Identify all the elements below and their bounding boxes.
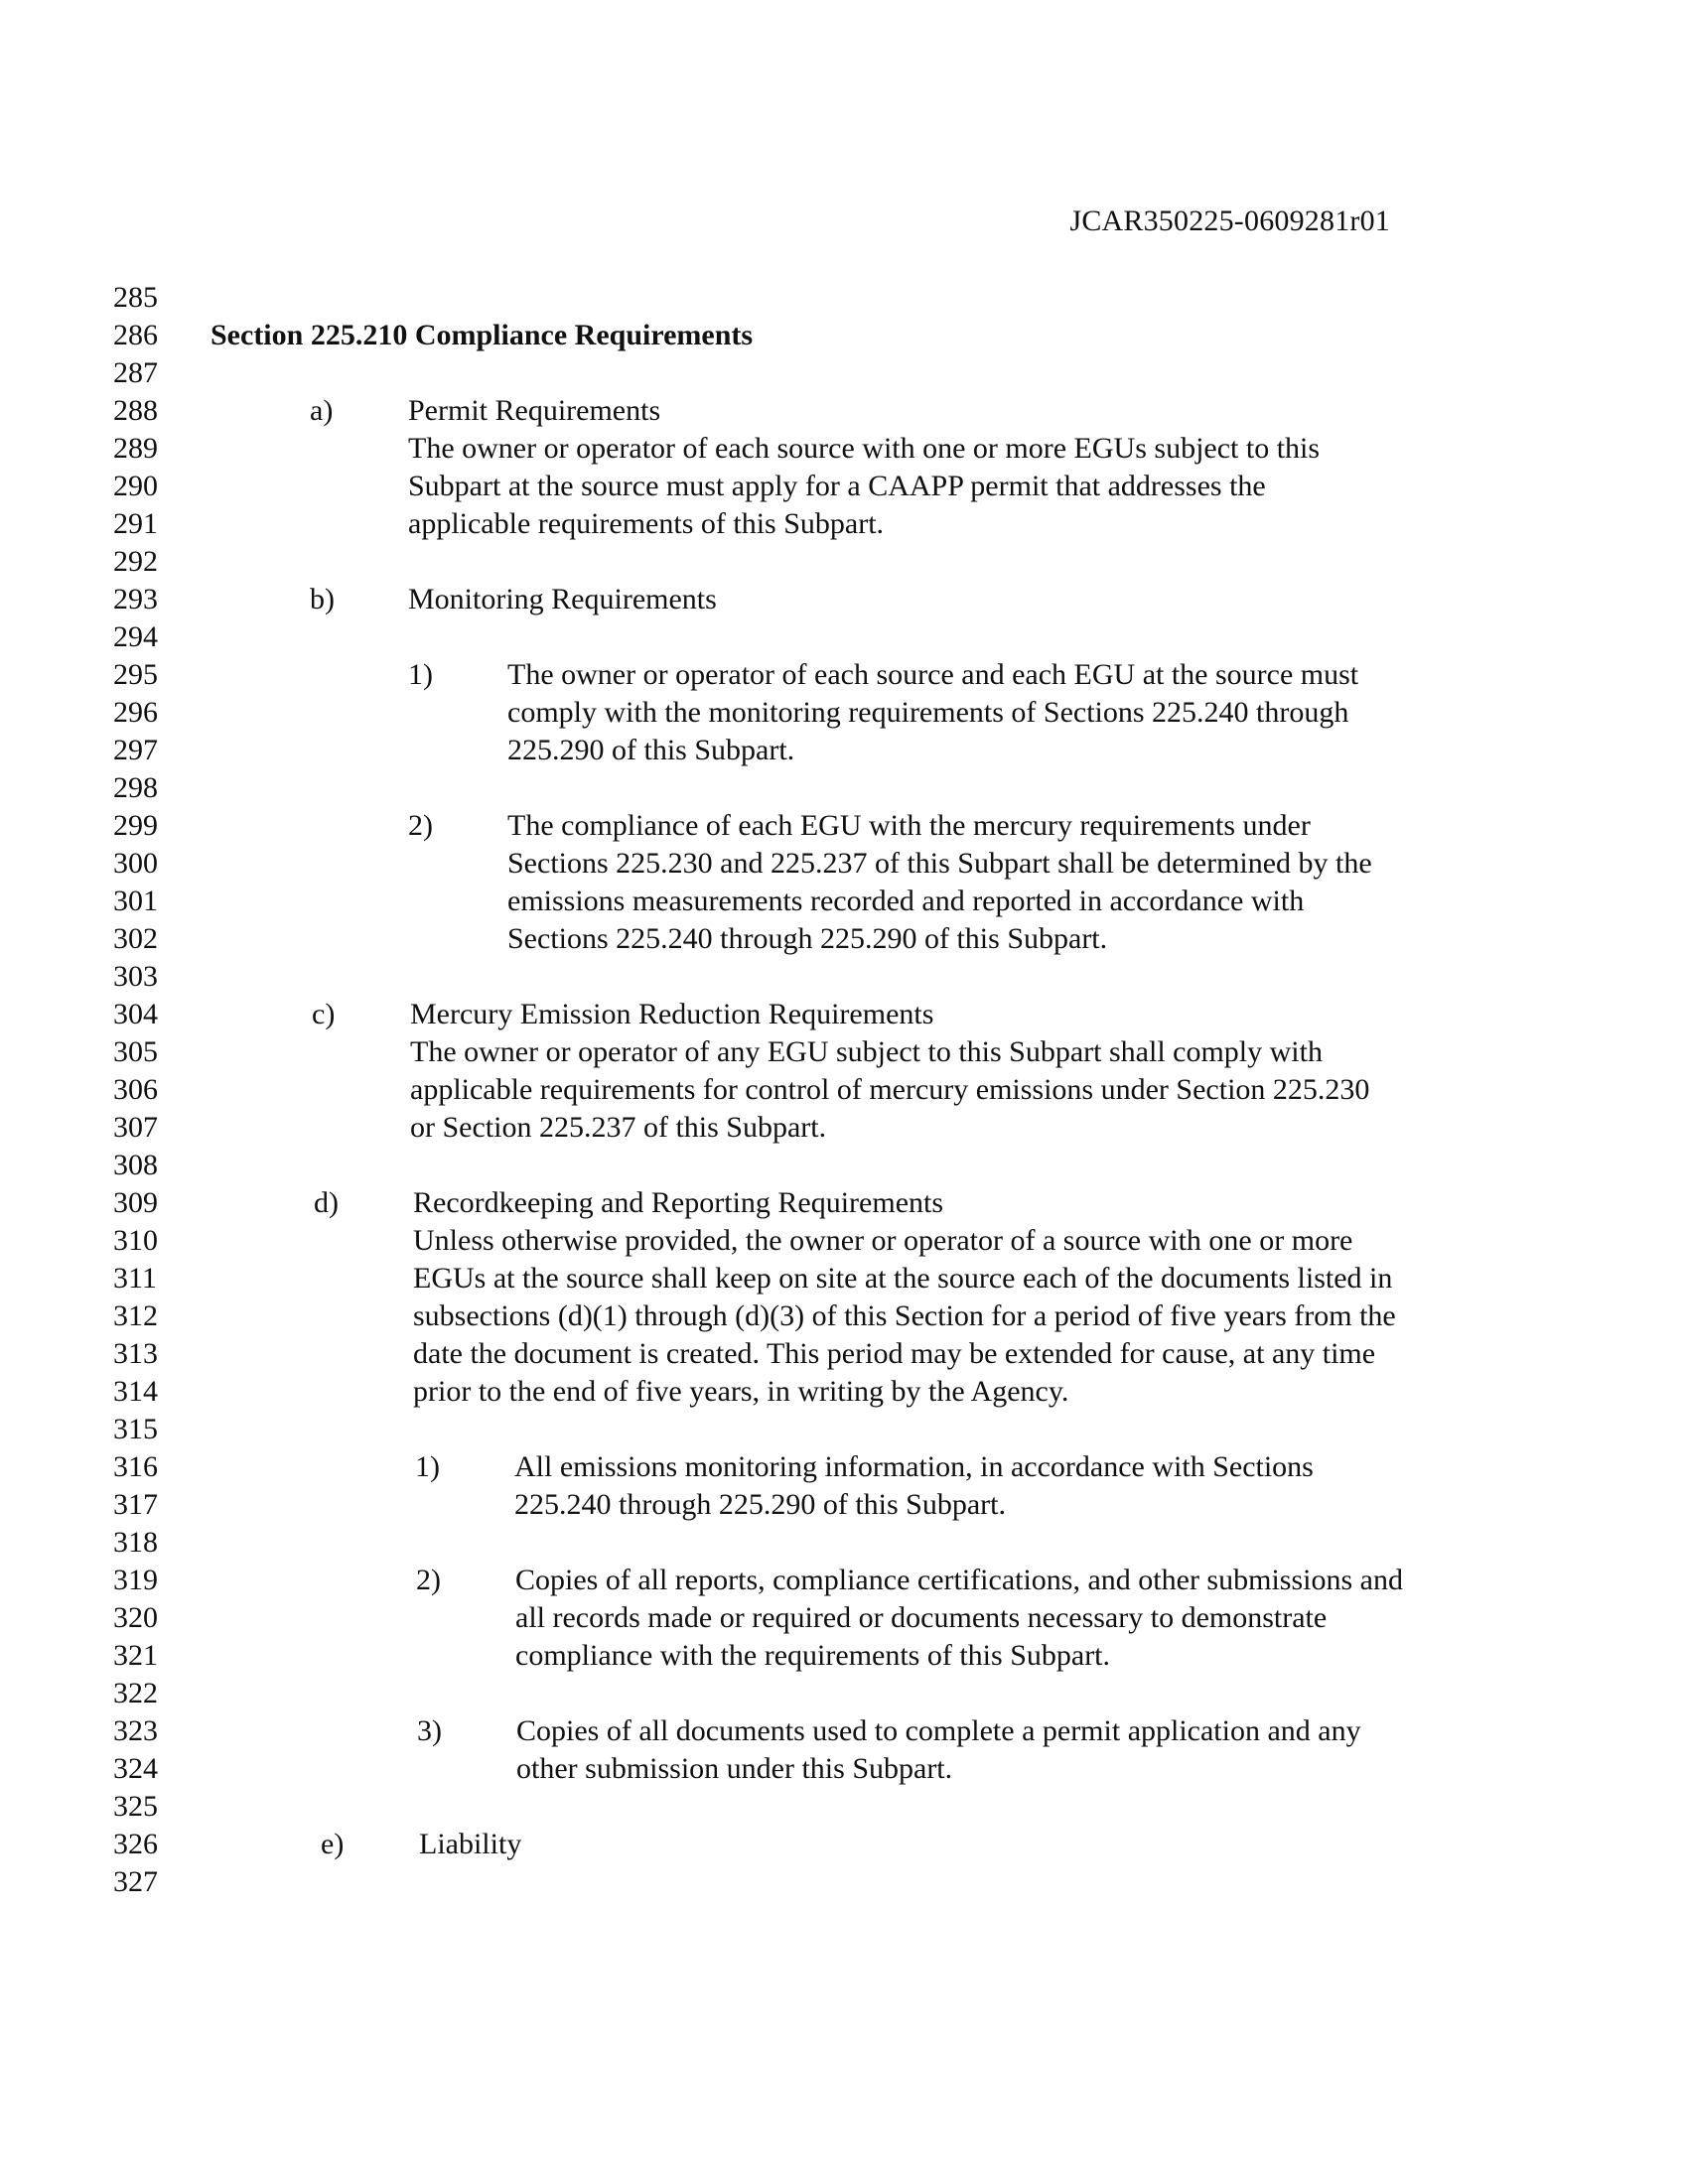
line-number: 285 — [113, 281, 158, 314]
line-number: 294 — [113, 620, 158, 653]
line-number: 309 — [113, 1186, 158, 1219]
paragraph-line: all records made or required or documents necessary to demonstrate — [515, 1601, 1328, 1634]
subsection-label: c) — [312, 998, 336, 1030]
line-number: 315 — [113, 1413, 158, 1445]
paragraph-line: or Section 225.237 of this Subpart. — [410, 1111, 827, 1144]
paragraph-line: 225.240 through 225.290 of this Subpart. — [514, 1488, 1006, 1521]
line-number: 326 — [113, 1828, 158, 1860]
line-number: 311 — [113, 1262, 157, 1295]
item-label: 2) — [416, 1564, 441, 1596]
paragraph-line: 225.290 of this Subpart. — [507, 734, 795, 766]
line-number: 313 — [113, 1337, 158, 1370]
line-number: 327 — [113, 1865, 158, 1898]
line-number: 299 — [113, 809, 158, 842]
line-number: 289 — [113, 432, 158, 465]
line-number: 293 — [113, 583, 158, 615]
paragraph-line: compliance with the requirements of this Subpart. — [515, 1639, 1111, 1672]
paragraph-line: Sections 225.240 through 225.290 of this Subpart. — [507, 922, 1108, 955]
line-number: 298 — [113, 771, 158, 804]
line-number: 310 — [113, 1224, 158, 1257]
line-number: 314 — [113, 1375, 158, 1408]
subsection-label: d) — [314, 1186, 339, 1219]
line-number: 292 — [113, 545, 158, 578]
paragraph-line: date the document is created. This period may be extended for cause, at any time — [413, 1337, 1376, 1370]
item-label: 1) — [415, 1450, 440, 1483]
line-number: 322 — [113, 1677, 158, 1709]
paragraph-line: subsections (d)(1) through (d)(3) of this Section for a period of five years from the — [413, 1299, 1396, 1332]
line-number: 288 — [113, 394, 158, 427]
line-number: 287 — [113, 356, 158, 389]
line-number: 321 — [113, 1639, 158, 1672]
paragraph-line: EGUs at the source shall keep on site at the source each of the documents listed in — [413, 1262, 1393, 1295]
subsection-heading: Permit Requirements — [408, 394, 661, 427]
line-number: 295 — [113, 658, 158, 691]
line-number: 286 — [113, 319, 158, 351]
section-title: Section 225.210 Compliance Requirements — [210, 319, 754, 351]
line-number: 307 — [113, 1111, 158, 1144]
line-number: 297 — [113, 734, 158, 766]
line-number: 291 — [113, 507, 158, 540]
paragraph-line: Subpart at the source must apply for a CAAPP permit that addresses the — [408, 470, 1266, 502]
line-number: 318 — [113, 1526, 158, 1559]
paragraph-line: applicable requirements of this Subpart. — [408, 507, 885, 540]
subsection-heading: Mercury Emission Reduction Requirements — [410, 998, 934, 1030]
item-label: 2) — [408, 809, 433, 842]
paragraph-line: Sections 225.230 and 225.237 of this Subpart shall be determined by the — [507, 847, 1372, 880]
line-number: 320 — [113, 1601, 158, 1634]
item-label: 1) — [408, 658, 433, 691]
subsection-heading: Monitoring Requirements — [408, 583, 717, 615]
subsection-label: e) — [321, 1828, 345, 1860]
line-number: 312 — [113, 1299, 158, 1332]
line-number: 290 — [113, 470, 158, 502]
paragraph-line: Copies of all documents used to complete a permit application and any — [516, 1714, 1361, 1747]
paragraph-line: The owner or operator of each source with one or more EGUs subject to this — [408, 432, 1321, 465]
paragraph-line: The compliance of each EGU with the mercury requirements under — [507, 809, 1311, 842]
line-number: 302 — [113, 922, 158, 955]
line-number: 325 — [113, 1790, 158, 1823]
paragraph-line: applicable requirements for control of mercury emissions under Section 225.230 — [410, 1073, 1370, 1106]
line-number: 304 — [113, 998, 158, 1030]
line-number: 296 — [113, 696, 158, 729]
line-number: 301 — [113, 885, 158, 917]
line-number: 300 — [113, 847, 158, 880]
subsection-heading: Liability — [419, 1828, 522, 1860]
paragraph-line: other submission under this Subpart. — [516, 1752, 953, 1785]
paragraph-line: emissions measurements recorded and reported in accordance with — [507, 885, 1305, 917]
paragraph-line: The owner or operator of each source and each EGU at the source must — [507, 658, 1359, 691]
paragraph-line: comply with the monitoring requirements of Sections 225.240 through — [507, 696, 1349, 729]
line-number: 308 — [113, 1149, 158, 1181]
paragraph-line: prior to the end of five years, in writing by the Agency. — [413, 1375, 1069, 1408]
line-number: 324 — [113, 1752, 158, 1785]
paragraph-line: Unless otherwise provided, the owner or operator of a source with one or more — [413, 1224, 1353, 1257]
line-number: 303 — [113, 960, 158, 993]
line-number: 306 — [113, 1073, 158, 1106]
paragraph-line: All emissions monitoring information, in accordance with Sections — [514, 1450, 1314, 1483]
paragraph-line: Copies of all reports, compliance certifications, and other submissions and — [515, 1564, 1403, 1596]
document-id: JCAR350225-0609281r01 — [1069, 205, 1390, 237]
line-number: 323 — [113, 1714, 158, 1747]
paragraph-line: The owner or operator of any EGU subject to this Subpart shall comply with — [410, 1035, 1323, 1068]
item-label: 3) — [417, 1714, 442, 1747]
line-number: 316 — [113, 1450, 158, 1483]
subsection-heading: Recordkeeping and Reporting Requirements — [413, 1186, 944, 1219]
line-number: 317 — [113, 1488, 158, 1521]
line-number: 305 — [113, 1035, 158, 1068]
line-number: 319 — [113, 1564, 158, 1596]
subsection-label: b) — [310, 583, 335, 615]
subsection-label: a) — [310, 394, 334, 427]
